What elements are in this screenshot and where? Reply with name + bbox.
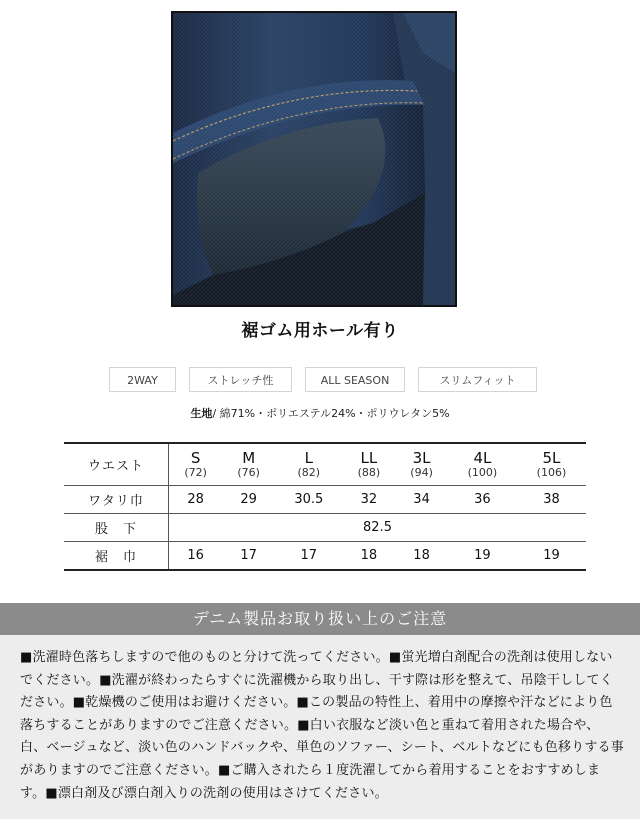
- size-label: 3L: [412, 449, 431, 467]
- row-label-thigh: ワタリ巾: [64, 486, 169, 514]
- table-cell: 28: [187, 492, 204, 507]
- size-col-4l: [448, 443, 517, 486]
- size-col-m: [222, 443, 275, 486]
- table-cell: 30.5: [294, 492, 324, 507]
- care-title: デニム製品お取り扱い上のご注意: [0, 603, 640, 635]
- photo-caption: 裾ゴム用ホール有り: [241, 321, 399, 341]
- waist-value: (106): [536, 466, 567, 479]
- size-col-s: [169, 443, 223, 486]
- size-label: 4L: [473, 449, 492, 467]
- size-label: M: [242, 449, 256, 467]
- waist-value: (76): [237, 466, 260, 479]
- product-photo: [171, 11, 457, 307]
- size-col-3l: [395, 443, 448, 486]
- feature-tag-all-season: ALL SEASON: [305, 367, 405, 392]
- material-value: / 綿71%・ポリエステル24%・ポリウレタン5%: [212, 407, 450, 420]
- waist-value: (94): [410, 466, 433, 479]
- size-label: 5L: [542, 449, 561, 467]
- waist-value: (82): [297, 466, 321, 479]
- feature-tag-slim-fit: スリムフィット: [418, 367, 537, 392]
- table-cell: 19: [474, 548, 491, 563]
- table-cell: 32: [360, 492, 378, 507]
- table-cell: 19: [543, 548, 560, 563]
- table-cell: 36: [474, 492, 491, 507]
- material-label: 生地: [190, 407, 213, 420]
- size-header-row: [64, 443, 586, 486]
- table-row-inseam: [64, 514, 586, 542]
- care-notice-text: ■洗濯時色落ちしますので他のものと分けて洗ってください。■蛍光増白剤配合の洗剤は使用しないでください。■洗濯が終わったらすぐに洗濯機から取り出し、干す際は形を整えて、吊陰干ししてください。■乾燥機のご使用はお避けください。■この製品の特性上、着用中の摩擦や汗などにより色落ちすることがありますのでご注意ください。■白い衣服など淡い色と重ねて着用された場合や、白、ベージュなど、淡い色のハンドバックや、単色のソファー、シート、ベルトなどにも色移りする事がありますのでご注意ください。■ご購入されたら１度洗濯してから着用することをおすすめします。■漂白剤及び漂白剤入りの洗剤の使用はさけてください。: [0, 635, 640, 819]
- table-cell: 29: [240, 492, 257, 507]
- row-label-inseam: 股 下: [64, 514, 169, 542]
- waist-value: (100): [467, 466, 498, 479]
- waist-value: (72): [184, 466, 207, 479]
- table-row-hem: [64, 542, 586, 571]
- waist-value: (88): [357, 466, 381, 479]
- size-table: [64, 442, 586, 571]
- material-composition: [0, 405, 640, 421]
- row-label-hem: 裾 巾: [64, 542, 169, 571]
- size-col-ll: [343, 443, 396, 486]
- table-cell: 18: [413, 548, 430, 563]
- table-cell: 18: [360, 548, 378, 563]
- table-cell: 16: [187, 548, 204, 563]
- table-cell: 34: [413, 492, 430, 507]
- feature-tag-2way: 2WAY: [109, 367, 176, 392]
- size-col-5l: [517, 443, 586, 486]
- size-label: S: [190, 449, 201, 467]
- denim-hem-photo: [173, 13, 455, 305]
- table-cell: 17: [240, 548, 257, 563]
- size-label: L: [304, 449, 313, 467]
- table-cell: 82.5: [363, 520, 392, 535]
- size-col-l: [275, 443, 343, 486]
- table-cell: 17: [300, 548, 318, 563]
- size-label: LL: [360, 449, 378, 467]
- table-row-thigh: [64, 486, 586, 514]
- feature-tag-stretch: ストレッチ性: [189, 367, 292, 392]
- waist-label: ウエスト: [64, 443, 169, 486]
- table-cell: 38: [543, 492, 560, 507]
